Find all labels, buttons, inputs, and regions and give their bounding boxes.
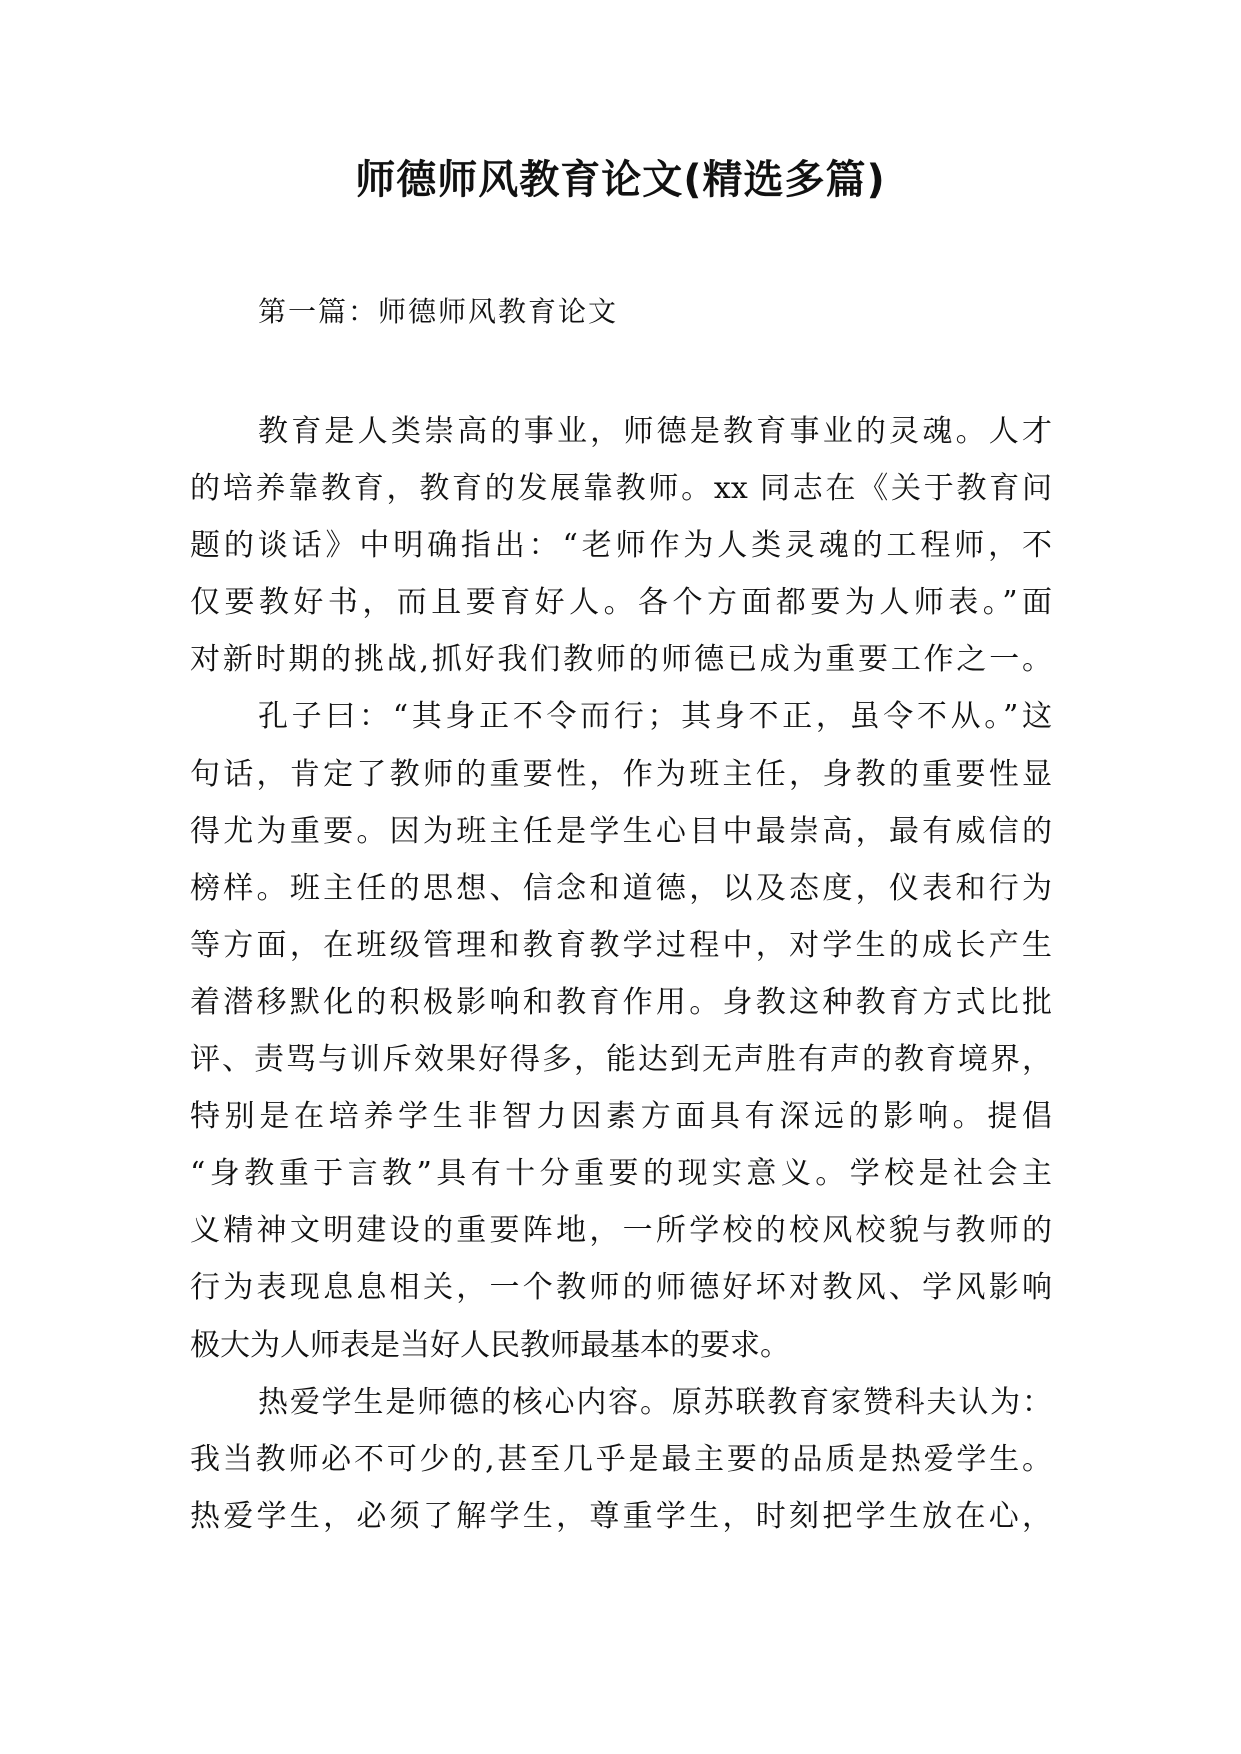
paragraph-2-line-2: 句话，肯定了教师的重要性，作为班主任，身教的重要性显 — [190, 756, 1052, 792]
paragraph-2-line-1: 孔子曰：“其身正不令而行；其身不正，虽令不从。”这 — [258, 699, 1052, 735]
paragraph-3-line-2: 我当教师必不可少的,甚至几乎是最主要的品质是热爱学生。 — [190, 1441, 1052, 1477]
paragraph-1-line-2: 的培养靠教育，教育的发展靠教师。xx 同志在《关于教育问 — [190, 471, 1052, 507]
paragraph-3-line-1: 热爱学生是师德的核心内容。原苏联教育家赞科夫认为： — [258, 1384, 1052, 1420]
paragraph-1-line-4: 仅要教好书，而且要育好人。各个方面都要为人师表。”面 — [190, 585, 1052, 621]
paragraph-2-line-8: 特别是在培养学生非智力因素方面具有深远的影响。提倡 — [190, 1099, 1052, 1135]
paragraph-2-line-10: 义精神文明建设的重要阵地，一所学校的校风校貌与教师的 — [190, 1213, 1052, 1249]
document-title: 师德师风教育论文(精选多篇) — [355, 157, 886, 203]
paragraph-3-line-3: 热爱学生，必须了解学生，尊重学生，时刻把学生放在心， — [190, 1498, 1052, 1534]
paragraph-2-line-3: 得尤为重要。因为班主任是学生心目中最崇高，最有威信的 — [190, 813, 1052, 849]
paragraph-2-line-7: 评、责骂与训斥效果好得多，能达到无声胜有声的教育境界， — [190, 1042, 1052, 1078]
paragraph-2-line-4: 榜样。班主任的思想、信念和道德，以及态度，仪表和行为 — [190, 870, 1052, 906]
paragraph-1-line-5: 对新时期的挑战,抓好我们教师的师德已成为重要工作之一。 — [190, 642, 1052, 678]
paragraph-2-line-12: 极大为人师表是当好人民教师最基本的要求。 — [190, 1327, 790, 1363]
section-heading: 第一篇：师德师风教育论文 — [258, 295, 619, 328]
paragraph-2-line-6: 着潜移默化的积极影响和教育作用。身教这种教育方式比批 — [190, 984, 1052, 1020]
paragraph-1-line-1: 教育是人类崇高的事业，师德是教育事业的灵魂。人才 — [258, 414, 1052, 449]
paragraph-2-line-5: 等方面，在班级管理和教育教学过程中，对学生的成长产生 — [190, 927, 1052, 963]
paragraph-2-line-9: “身教重于言教”具有十分重要的现实意义。学校是社会主 — [190, 1156, 1052, 1192]
body-text — [190, 403, 1052, 1545]
paragraph-2-line-11: 行为表现息息相关，一个教师的师德好坏对教风、学风影响 — [190, 1270, 1052, 1306]
paragraph-1-line-3: 题的谈话》中明确指出：“老师作为人类灵魂的工程师，不 — [190, 528, 1052, 564]
